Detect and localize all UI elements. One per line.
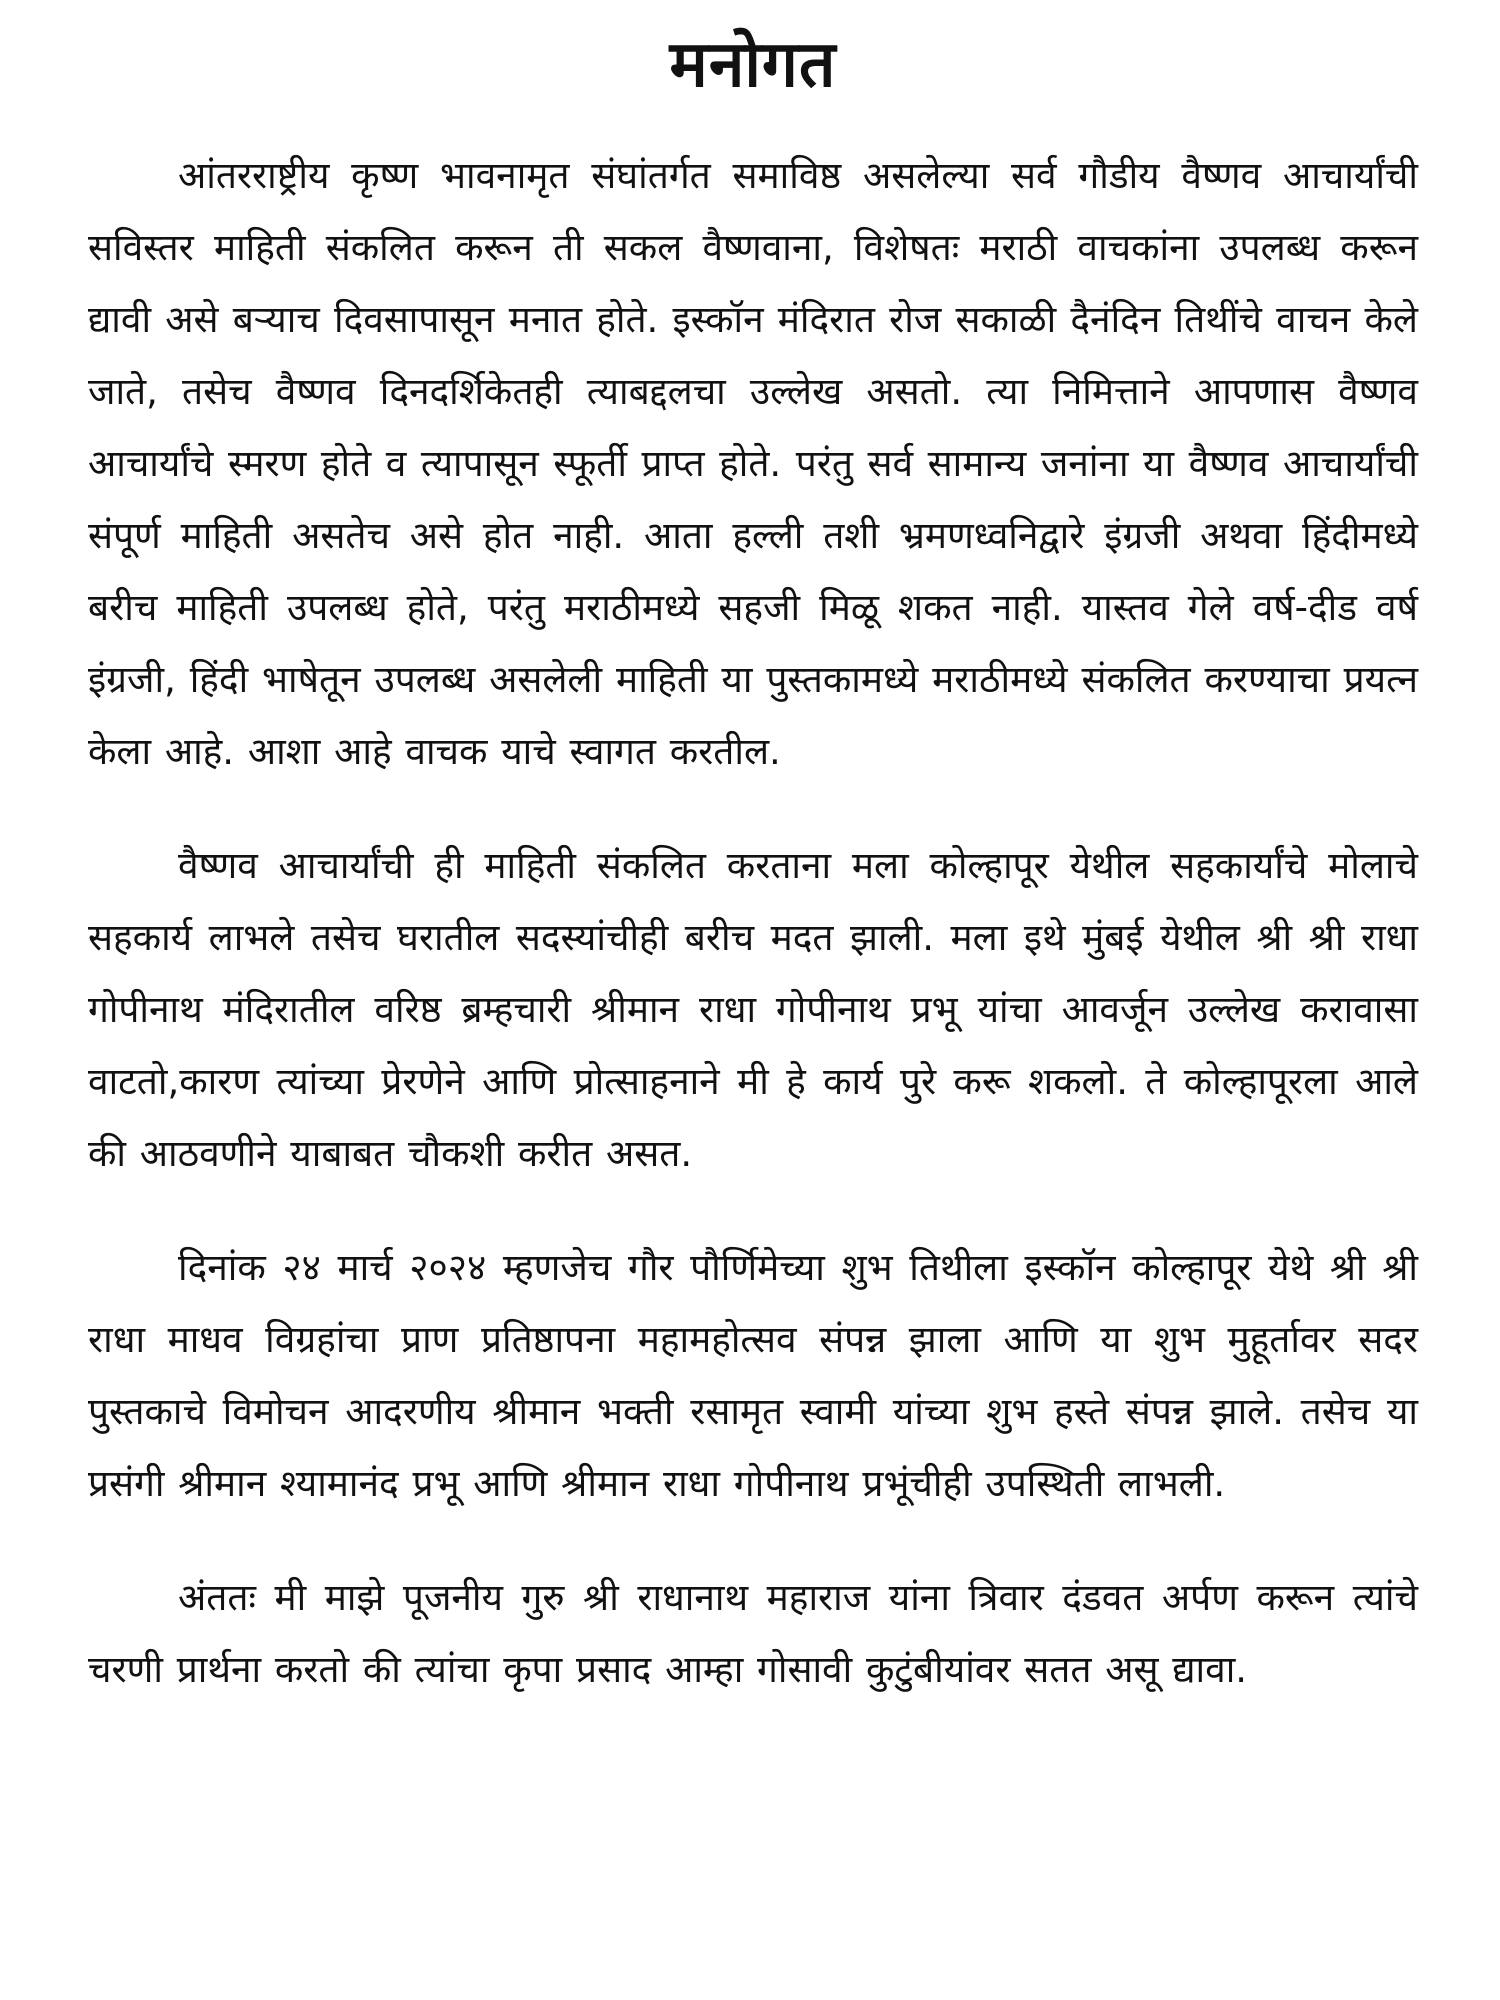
- page-title: मनोगत: [669, 28, 837, 102]
- paragraph-closing: अंततः मी माझे पूजनीय गुरु श्री राधानाथ महाराज यांना त्रिवार दंडवत अर्पण करून त्यांचे चरणी प्रार्थना करतो की त्यांचा कृपा प्रसाद आम्हा गोसावी कुटुंबीयांवर सतत असू द्यावा.: [88, 1576, 1418, 1691]
- paragraph-release: दिनांक २४ मार्च २०२४ म्हणजेच गौर पौर्णिमेच्या शुभ तिथीला इस्कॉन कोल्हापूर येथे श्री श्री राधा माधव विग्रहांचा प्राण प्रतिष्ठापना महामहोत्सव संपन्न झाला आणि या शुभ मुहूर्तावर सदर पुस्तकाचे विमोचन आदरणीय श्रीमान भक्ती रसामृत स्वामी यांच्या शुभ हस्ते संपन्न झाले. तसेच या प्रसंगी श्रीमान श्यामानंद प्रभू आणि श्रीमान राधा गोपीनाथ प्रभूंचीही उपस्थिती लाभली.: [88, 1246, 1418, 1505]
- paragraph-acknowledgement: वैष्णव आचार्यांची ही माहिती संकलित करताना मला कोल्हापूर येथील सहकार्यांचे मोलाचे सहकार्य लाभले तसेच घरातील सदस्यांचीही बरीच मदत झाली. मला इथे मुंबई येथील श्री श्री राधा गोपीनाथ मंदिरातील वरिष्ठ ब्रम्हचारी श्रीमान राधा गोपीनाथ प्रभू यांचा आवर्जून उल्लेख करावासा वाटतो,कारण त्यांच्या प्रेरणेने आणि प्रोत्साहनाने मी हे कार्य पुरे करू शकलो. ते कोल्हापूरला आले की आठवणीने याबाबत चौकशी करीत असत.: [88, 844, 1418, 1175]
- document-page: [88, 20, 1418, 1980]
- paragraph-intro: आंतरराष्ट्रीय कृष्ण भावनामृत संघांतर्गत समाविष्ठ असलेल्या सर्व गौडीय वैष्णव आचार्यांची सविस्तर माहिती संकलित करून ती सकल वैष्णवाना, विशेषतः मराठी वाचकांना उपलब्ध करून द्यावी असे बऱ्याच दिवसापासून मनात होते. इस्कॉन मंदिरात रोज सकाळी दैनंदिन तिथींचे वाचन केले जाते, तसेच वैष्णव दिनदर्शिकेतही त्याबद्दलचा उल्लेख असतो. त्या निमित्ताने आपणास वैष्णव आचार्यांचे स्मरण होते व त्यापासून स्फूर्ती प्राप्त होते. परंतु सर्व सामान्य जनांना या वैष्णव आचार्यांची संपूर्ण माहिती असतेच असे होत नाही. आता हल्ली तशी भ्रमणध्वनिद्वारे इंग्रजी अथवा हिंदीमध्ये बरीच माहिती उपलब्ध होते, परंतु मराठीमध्ये सहजी मिळू शकत नाही. यास्तव गेले वर्ष-दीड वर्ष इंग्रजी, हिंदी भाषेतून उपलब्ध असलेली माहिती या पुस्तकामध्ये मराठीमध्ये संकलित करण्याचा प्रयत्न केला आहे. आशा आहे वाचक याचे स्वागत करतील.: [88, 154, 1418, 773]
